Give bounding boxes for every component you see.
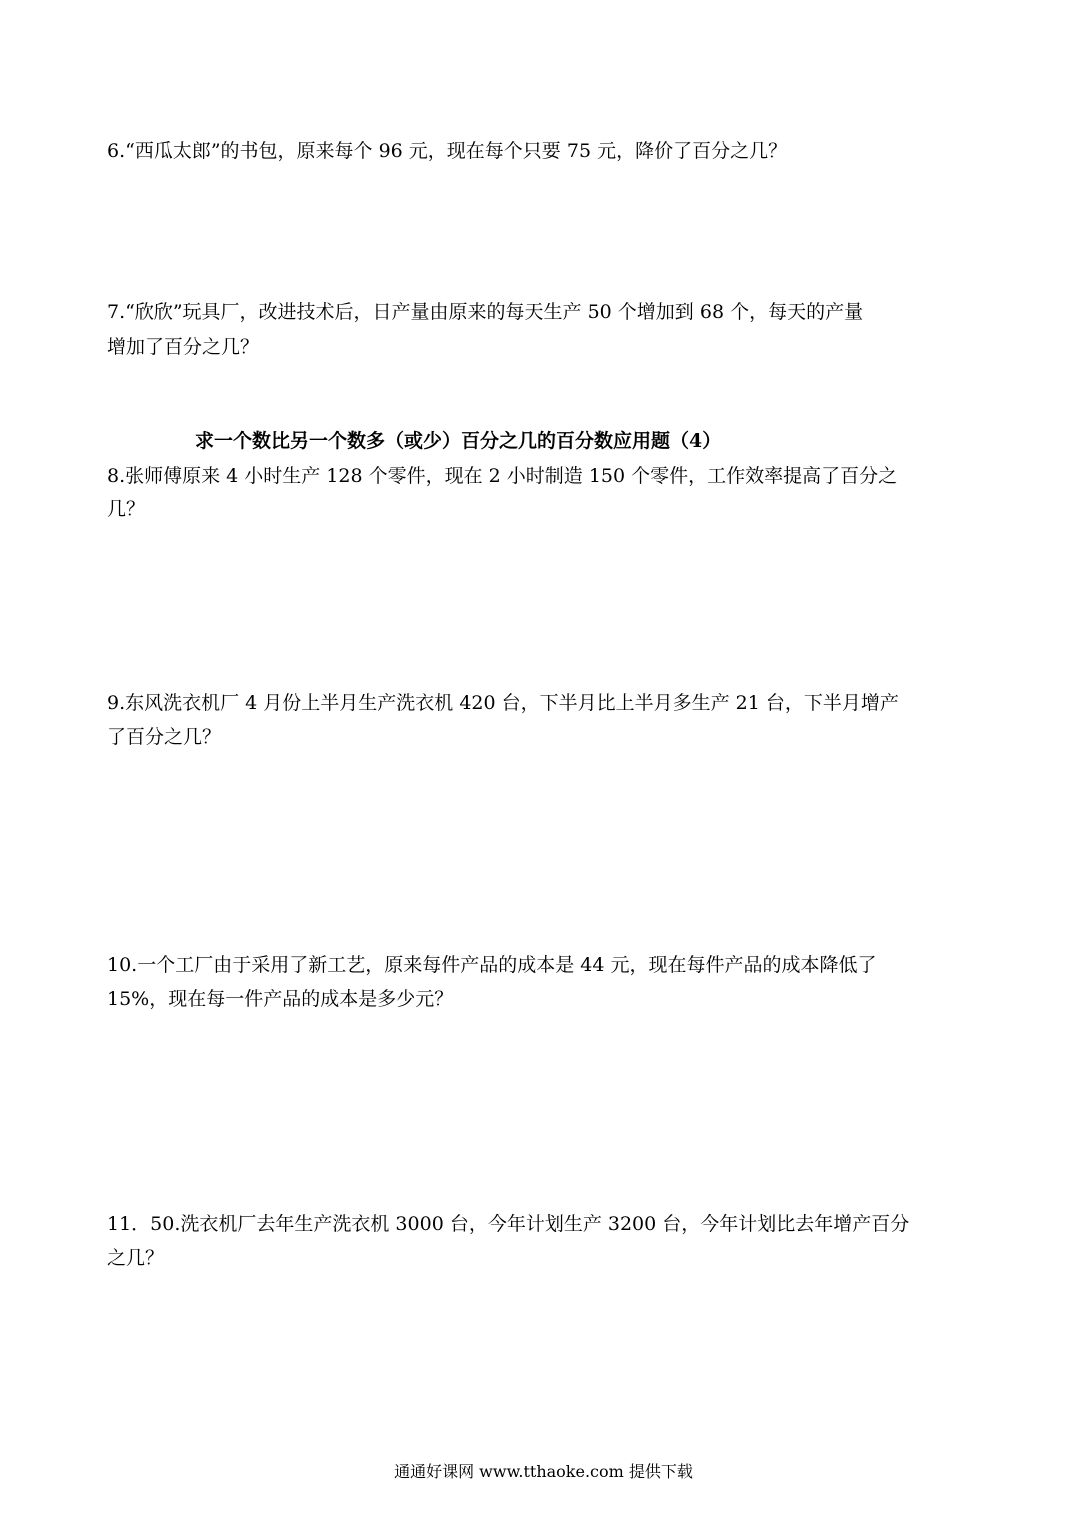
question-11-line-2: 之几？ <box>107 1247 165 1269</box>
question-9-line-2: 了百分之几？ <box>107 726 222 748</box>
question-10-line-2: 15%，现在每一件产品的成本是多少元？ <box>107 988 454 1010</box>
question-10-line-1: 10.一个工厂由于采用了新工艺，原来每件产品的成本是 44 元，现在每件产品的成本降低了 <box>107 954 877 976</box>
question-7-line-2: 增加了百分之几？ <box>107 336 260 358</box>
section-title: 求一个数比另一个数多（或少）百分之几的百分数应用题（4） <box>195 430 722 452</box>
footer-credit: 通通好课网 www.tthaoke.com 提供下载 <box>394 1462 693 1481</box>
question-8-line-2: 几？ <box>107 498 146 520</box>
question-6-line-1: 6.“西瓜太郎”的书包，原来每个 96 元，现在每个只要 75 元，降价了百分之几？ <box>107 140 788 162</box>
question-7-line-1: 7.“欣欣”玩具厂，改进技术后，日产量由原来的每天生产 50 个增加到 68 个，每天的产量 <box>107 301 864 323</box>
question-9-line-1: 9.东风洗衣机厂 4 月份上半月生产洗衣机 420 台，下半月比上半月多生产 21 台，下半月增产 <box>107 692 899 714</box>
question-8-line-1: 8.张师傅原来 4 小时生产 128 个零件，现在 2 小时制造 150 个零件，工作效率提高了百分之 <box>107 465 898 487</box>
question-11-line-1: 11．50.洗衣机厂去年生产洗衣机 3000 台，今年计划生产 3200 台，今年计划比去年增产百分 <box>107 1213 910 1235</box>
